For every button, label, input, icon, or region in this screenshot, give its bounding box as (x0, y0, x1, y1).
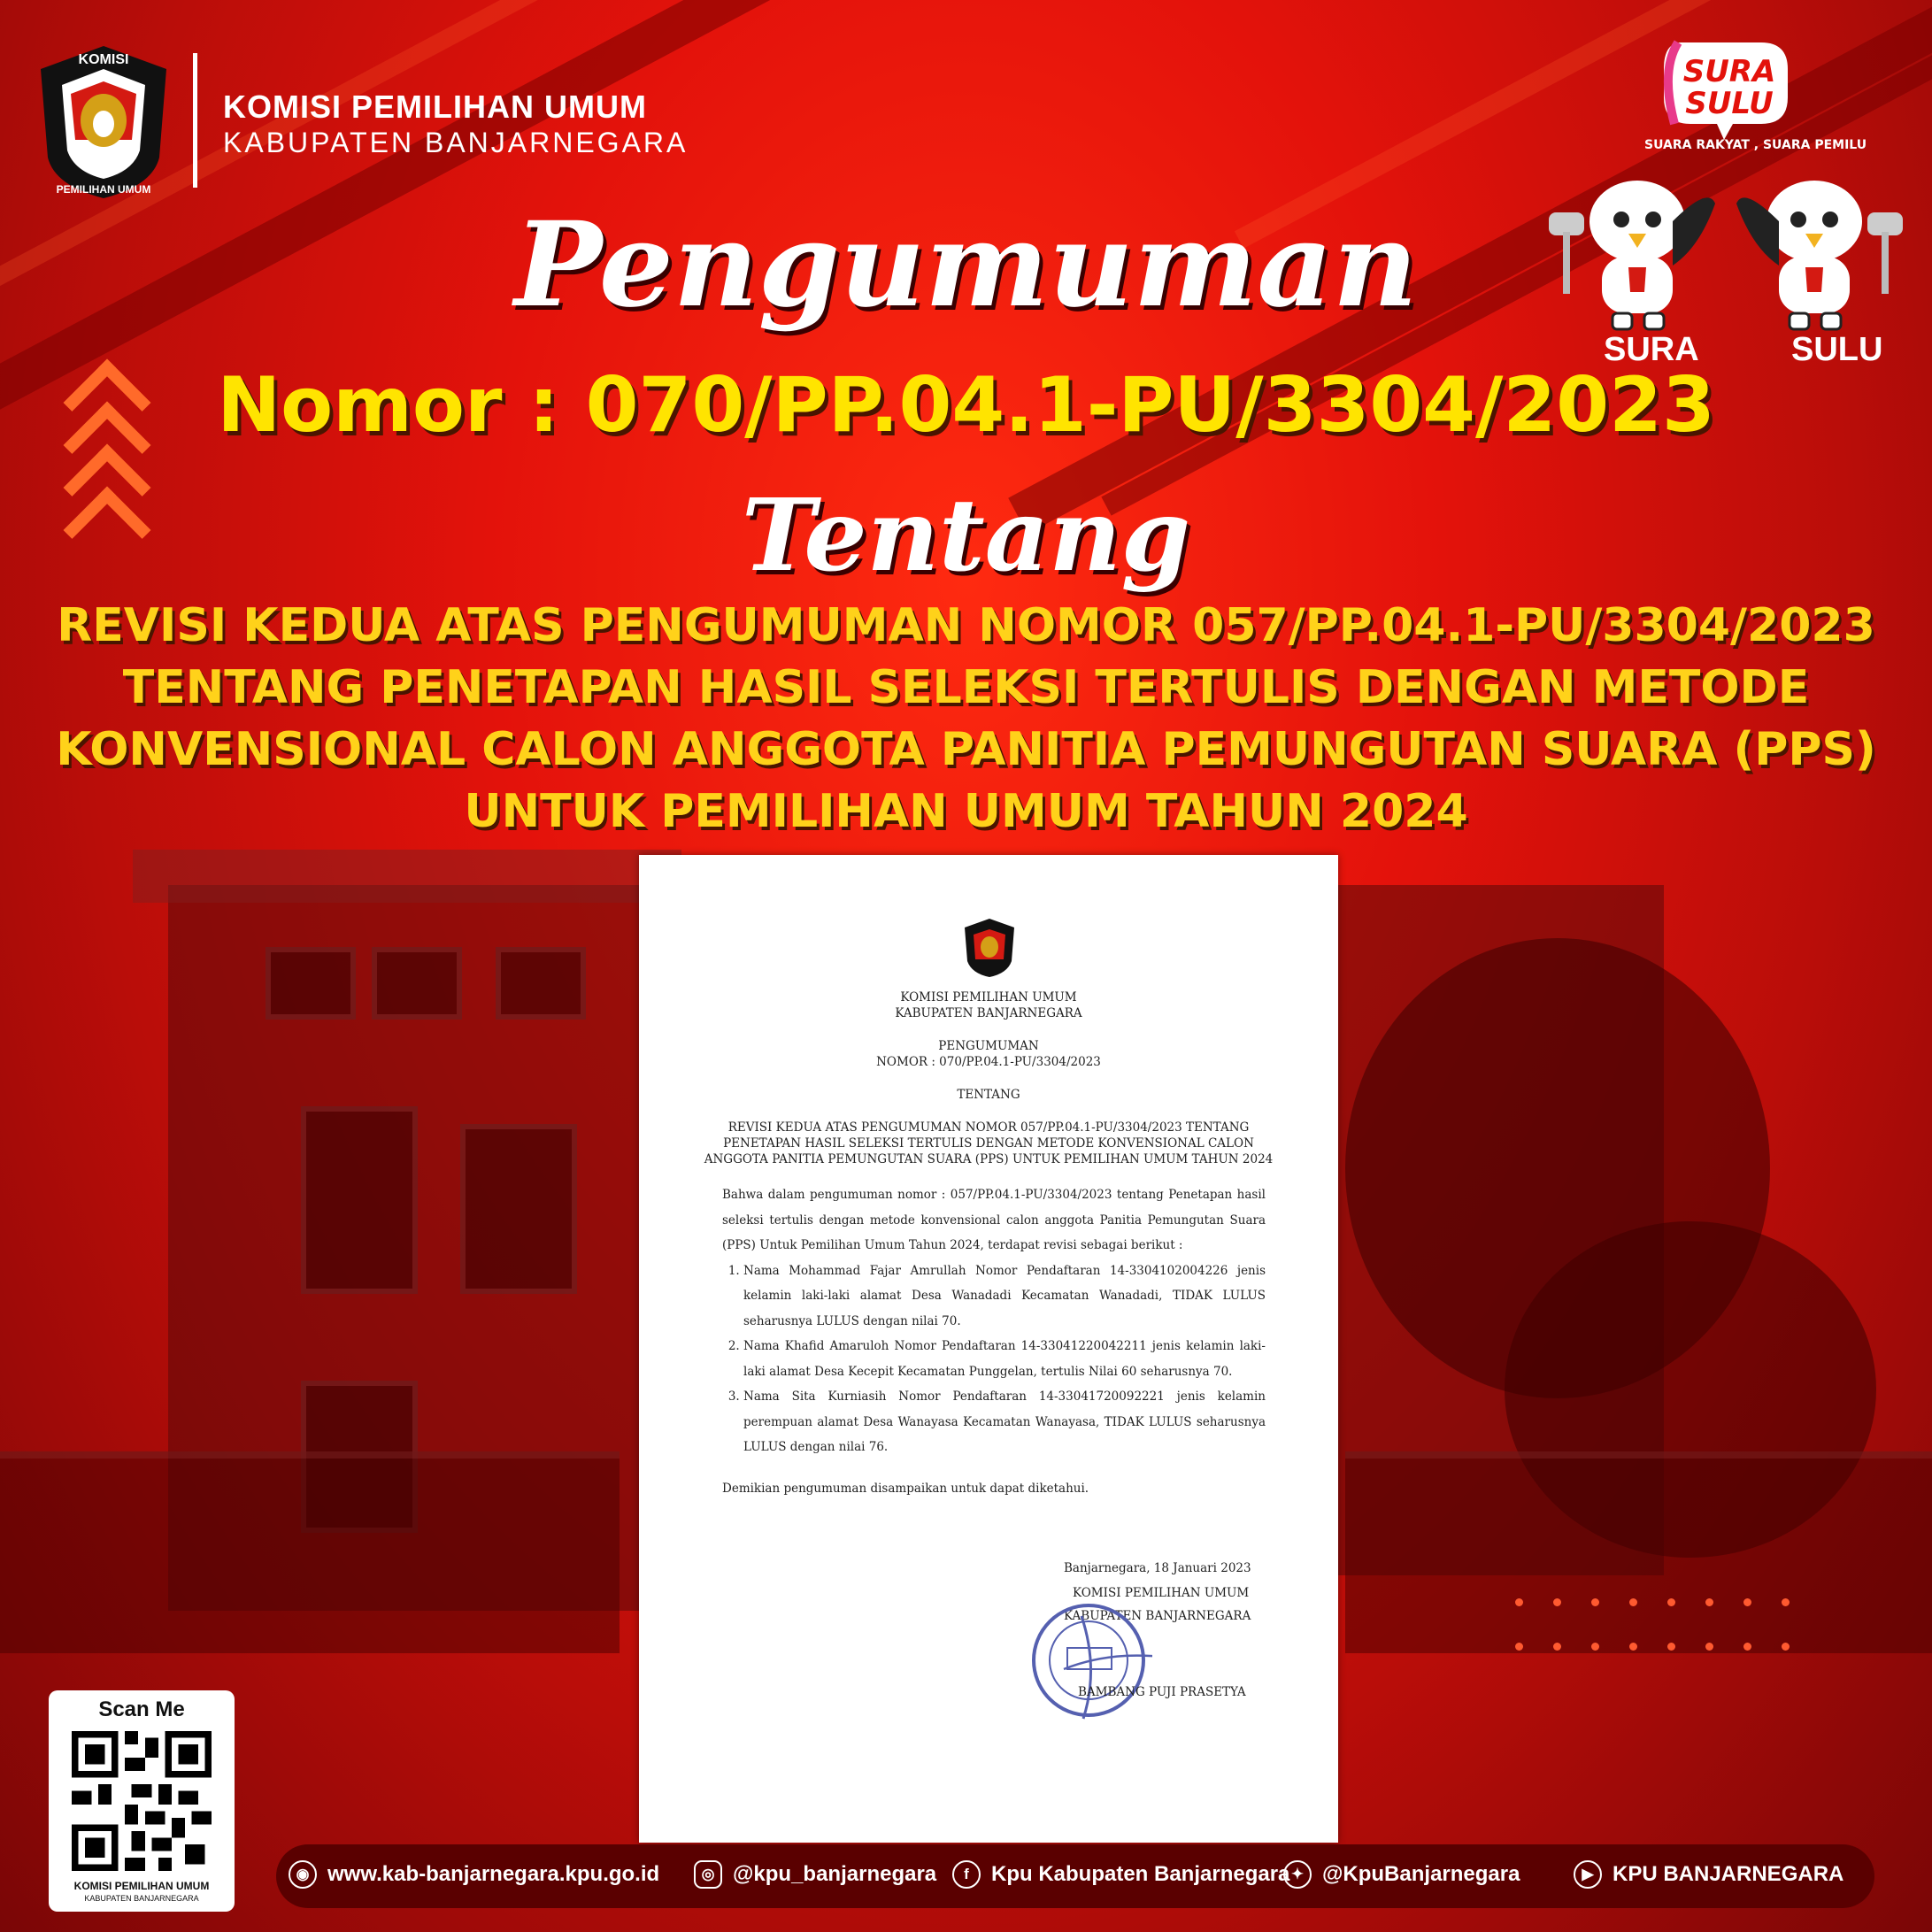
doc-revision-item: 3. Nama Sita Kurniasih Nomor Pendaftaran 14-33041720092221 jenis kelamin perempuan alamat Desa Wanayasa Kecamatan Wanayasa, TIDAK LULUS seharusnya LULUS dengan nilai 76. (743, 1384, 1266, 1460)
subject-line: UNTUK PEMILIHAN UMUM TAHUN 2024 (464, 785, 1468, 838)
bg-window (460, 1124, 577, 1294)
youtube-icon: ▶ (1574, 1860, 1602, 1889)
bg-fence (0, 1451, 620, 1653)
bg-window (301, 1106, 418, 1294)
subject-line: REVISI KEDUA ATAS PENGUMUMAN NOMOR 057/PP.04.1-PU/3304/2023 (57, 599, 1875, 652)
doc-subject-line: REVISI KEDUA ATAS PENGUMUMAN NOMOR 057/PP.04.1-PU/3304/2023 TENTANG (727, 1120, 1250, 1135)
instagram-icon: ◎ (694, 1860, 722, 1889)
qr-org-name: KOMISI PEMILIHAN UMUM (73, 1880, 210, 1892)
doc-subject-line: ANGGOTA PANITIA PEMUNGUTAN SUARA (PPS) UNTUK PEMILIHAN UMUM TAHUN 2024 (704, 1152, 1274, 1166)
announcement-document (639, 855, 1338, 1843)
footer-facebook[interactable] (952, 1860, 1289, 1889)
doc-org1: KOMISI PEMILIHAN UMUM (900, 990, 1077, 1004)
org-region: KABUPATEN BANJARNEGARA (223, 127, 689, 158)
qr-code-panel[interactable] (49, 1690, 235, 1912)
header-divider (193, 53, 197, 188)
sura-sulu-tagline: SUARA RAKYAT , SUARA PEMILU (1644, 138, 1867, 152)
sura-sulu-logo-icon (1655, 35, 1797, 142)
doc-body (722, 1182, 1266, 1460)
svg-text:SURA: SURA (1682, 54, 1776, 89)
mascot-name-sulu: SULU (1791, 331, 1883, 368)
kpu-doc-logo-icon (963, 917, 1016, 979)
svg-text:KOMISI: KOMISI (78, 52, 129, 67)
doc-revision-item: 2. Nama Khafid Amaruloh Nomor Pendaftaran 14-33041220042211 jenis kelamin laki-laki alamat Desa Kecepit Kecamatan Punggelan, tertulis Nilai 60 seharusnya 70. (743, 1334, 1266, 1384)
doc-closing: Demikian pengumuman disampaikan untuk dapat diketahui. (722, 1482, 1089, 1496)
footer-website[interactable] (289, 1860, 659, 1889)
doc-about: TENTANG (957, 1088, 1020, 1102)
doc-revision-list (722, 1258, 1266, 1460)
footer-instagram[interactable] (694, 1860, 936, 1889)
announcement-number: Nomor : 070/PP.04.1-PU/3304/2023 (217, 361, 1715, 450)
doc-sign-org1: KOMISI PEMILIHAN UMUM (1073, 1586, 1250, 1600)
footer-twitter-text: @KpuBanjarnegara (1322, 1862, 1520, 1886)
kpu-logo-icon (37, 42, 170, 202)
bg-fence (1345, 1451, 1932, 1653)
bg-window (266, 947, 356, 1020)
twitter-icon: ✦ (1283, 1860, 1312, 1889)
subject-line: TENTANG PENETAPAN HASIL SELEKSI TERTULIS DENGAN METODE (122, 661, 1810, 714)
footer-website-text: www.kab-banjarnegara.kpu.go.id (327, 1862, 660, 1886)
bg-roof (133, 850, 681, 903)
doc-place-date: Banjarnegara, 18 Januari 2023 (1064, 1561, 1251, 1575)
qr-code-icon (72, 1731, 212, 1871)
qr-org-region: KABUPATEN BANJARNEGARA (84, 1894, 199, 1903)
footer-youtube[interactable] (1574, 1860, 1843, 1889)
doc-sign-org2: KABUPATEN BANJARNEGARA (1064, 1609, 1251, 1623)
footer-instagram-text: @kpu_banjarnegara (733, 1862, 937, 1886)
doc-signer: BAMBANG PUJI PRASETYA (1078, 1685, 1246, 1699)
doc-org2: KABUPATEN BANJARNEGARA (895, 1006, 1082, 1020)
doc-number: NOMOR : 070/PP.04.1-PU/3304/2023 (876, 1055, 1101, 1069)
footer-twitter[interactable] (1283, 1860, 1520, 1889)
subject-line: KONVENSIONAL CALON ANGGOTA PANITIA PEMUNGUTAN SUARA (PPS) (56, 723, 1876, 776)
bg-window (496, 947, 586, 1020)
official-stamp-icon (1028, 1598, 1152, 1722)
announcement-subject (27, 595, 1905, 843)
doc-revision-item: 1. Nama Mohammad Fajar Amrullah Nomor Pendaftaran 14-3304102004226 jenis kelamin laki-laki alamat Desa Wanadadi Kecamatan Wanadadi, TIDAK LULUS seharusnya LULUS dengan nilai 70. (743, 1258, 1266, 1335)
org-name: KOMISI PEMILIHAN UMUM (223, 89, 647, 125)
announcement-about: Tentang (741, 478, 1191, 594)
footer-youtube-text: KPU BANJARNEGARA (1613, 1862, 1844, 1886)
svg-text:PEMILIHAN UMUM: PEMILIHAN UMUM (56, 183, 151, 196)
mascot-name-sura: SURA (1604, 331, 1699, 368)
social-footer (276, 1844, 1874, 1908)
facebook-icon: f (952, 1860, 981, 1889)
footer-facebook-text: Kpu Kabupaten Banjarnegara (991, 1862, 1290, 1886)
doc-heading: PENGUMUMAN (938, 1039, 1039, 1053)
announcement-title: Pengumuman (514, 196, 1418, 334)
svg-text:SULU: SULU (1685, 86, 1774, 121)
globe-icon: ◉ (289, 1860, 317, 1889)
qr-label: Scan Me (98, 1697, 185, 1721)
bg-window (372, 947, 462, 1020)
doc-subject-line: PENETAPAN HASIL SELEKSI TERTULIS DENGAN METODE KONVENSIONAL CALON (723, 1136, 1254, 1151)
doc-intro: Bahwa dalam pengumuman nomor : 057/PP.04.1-PU/3304/2023 tentang Penetapan hasil seleksi tertulis dengan metode konvensional calon anggota Panitia Pemungutan Suara (PPS) Untuk Pemilihan Umum Tahun 2024, terdapat revisi sebagai berikut : (722, 1188, 1266, 1252)
